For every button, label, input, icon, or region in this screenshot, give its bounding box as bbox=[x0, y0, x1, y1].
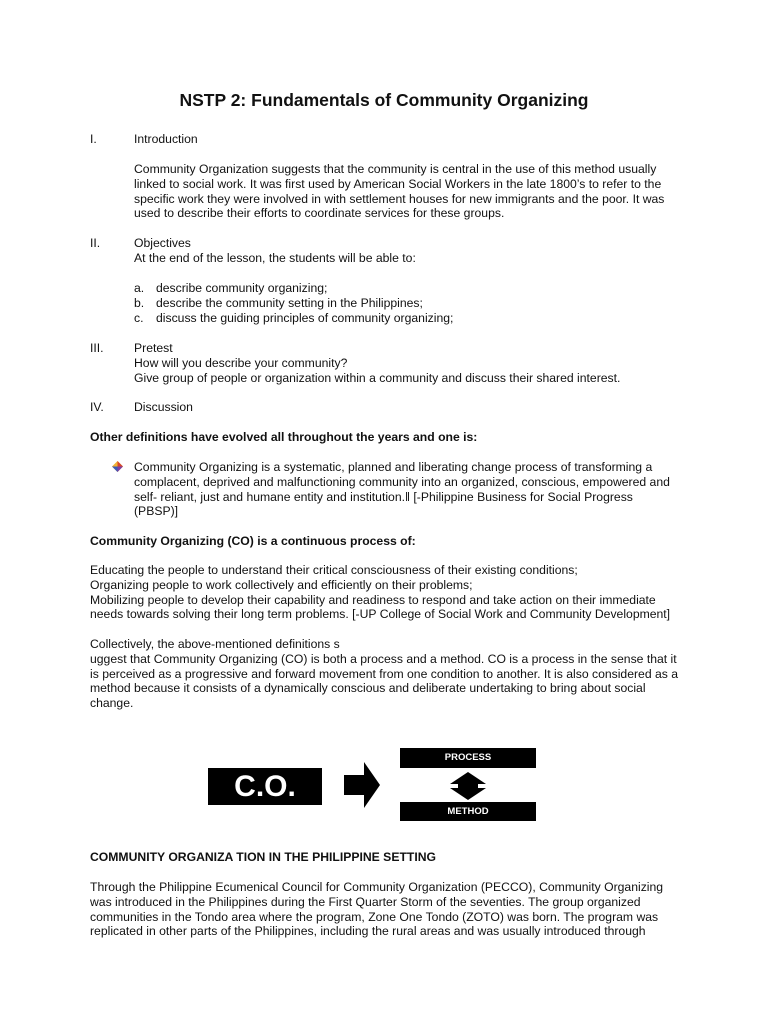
list-item bbox=[134, 311, 704, 326]
text-line: (PBSP)] bbox=[134, 504, 179, 519]
list-text: discuss the guiding principles of community organizing; bbox=[156, 310, 454, 325]
text-line: linked to social work. It was first used by American Social Workers in the late 1800’s to refer to the bbox=[134, 176, 662, 191]
text-line: method because it consists of a dynamically conscious and deliberate undertaking to bring about social bbox=[90, 681, 646, 696]
list-marker: b. bbox=[134, 295, 145, 310]
objectives-lead: At the end of the lesson, the students will be able to: bbox=[134, 250, 416, 265]
intro-paragraph bbox=[134, 162, 704, 221]
definitions-heading: Other definitions have evolved all throughout the years and one is: bbox=[90, 430, 478, 444]
text-line: complacent, deprived and malfunctioning community into an organized, conscious, empowered and bbox=[134, 474, 670, 489]
section-number-pretest: III. bbox=[90, 341, 104, 355]
collective-paragraph bbox=[90, 637, 710, 711]
list-marker: a. bbox=[134, 281, 145, 295]
text-line: change. bbox=[90, 696, 134, 711]
philippine-setting-paragraph bbox=[90, 880, 705, 939]
diamond-bullet-icon bbox=[112, 461, 123, 472]
page-title: NSTP 2: Fundamentals of Community Organizing bbox=[179, 90, 589, 110]
section-number-discussion: IV. bbox=[90, 400, 104, 414]
section-heading-pretest: Pretest bbox=[134, 341, 173, 355]
text-line: replicated in other parts of the Philippines, including the rural areas and was usually introduced through bbox=[90, 924, 646, 939]
section-heading-intro: Introduction bbox=[134, 132, 198, 146]
text-line: Community Organization suggests that the community is central in the use of this method usually bbox=[134, 162, 657, 176]
objectives-list bbox=[134, 281, 704, 325]
text-line: Educating the people to understand their critical consciousness of their existing conditions; bbox=[90, 563, 578, 577]
co-process-paragraph bbox=[90, 563, 705, 622]
list-text: describe community organizing; bbox=[156, 281, 328, 295]
section-number-intro: I. bbox=[90, 132, 97, 146]
text-line: Community Organizing is a systematic, planned and liberating change process of transforming a bbox=[134, 460, 653, 474]
text-line: specific work they were involved in with settlement houses for new immigrants and the poor. It was bbox=[134, 191, 665, 206]
text-line: used to describe their efforts to coordinate services for these groups. bbox=[134, 206, 505, 221]
pretest-block bbox=[134, 341, 704, 385]
definition-bullet-text bbox=[134, 460, 709, 519]
text-line: self- reliant, just and humane entity and institution.ǁ [-Philippine Business for Social Progress bbox=[134, 489, 633, 504]
section-number-objectives: II. bbox=[90, 236, 101, 250]
section-heading-discussion: Discussion bbox=[134, 400, 193, 414]
objectives-block bbox=[134, 236, 704, 266]
text-line: was introduced in the Philippines during the First Quarter Storm of the seventies. The group organized bbox=[90, 894, 641, 909]
text-line: Through the Philippine Ecumenical Council for Community Organization (PECCO), Community Organizing bbox=[90, 880, 664, 894]
pretest-question: Give group of people or organization within a community and discuss their shared interest. bbox=[134, 370, 621, 385]
right-arrow-icon bbox=[344, 762, 380, 808]
text-line: communities in the Tondo area where the program, Zone One Tondo (ZOTO) was born. The program was bbox=[90, 909, 659, 924]
process-box: PROCESS bbox=[400, 748, 536, 768]
text-line: is perceived as a progressive and forward movement from one condition to another. It is also considered as a bbox=[90, 666, 679, 681]
section-heading-objectives: Objectives bbox=[134, 236, 191, 250]
text-line: Collectively, the above-mentioned definitions s bbox=[90, 637, 340, 651]
philippine-setting-heading: COMMUNITY ORGANIZA TION IN THE PHILIPPINE SETTING bbox=[90, 850, 436, 864]
method-box: METHOD bbox=[400, 802, 536, 821]
text-line: Organizing people to work collectively and efficiently on their problems; bbox=[90, 577, 473, 592]
co-box: C.O. bbox=[208, 768, 322, 805]
double-arrow-icon bbox=[448, 772, 488, 800]
text-line: needs towards solving their long term problems. [-UP College of Social Work and Community Development] bbox=[90, 607, 671, 622]
co-process-heading: Community Organizing (CO) is a continuous process of: bbox=[90, 534, 416, 548]
list-item bbox=[134, 296, 704, 311]
list-item bbox=[134, 281, 704, 296]
list-text: describe the community setting in the Philippines; bbox=[156, 295, 423, 310]
text-line: Mobilizing people to develop their capability and readiness to respond and take action on their immediate bbox=[90, 592, 656, 607]
text-line: uggest that Community Organizing (CO) is both a process and a method. CO is a process in the sense that it bbox=[90, 651, 677, 666]
pretest-question: How will you describe your community? bbox=[134, 355, 348, 370]
list-marker: c. bbox=[134, 310, 144, 325]
